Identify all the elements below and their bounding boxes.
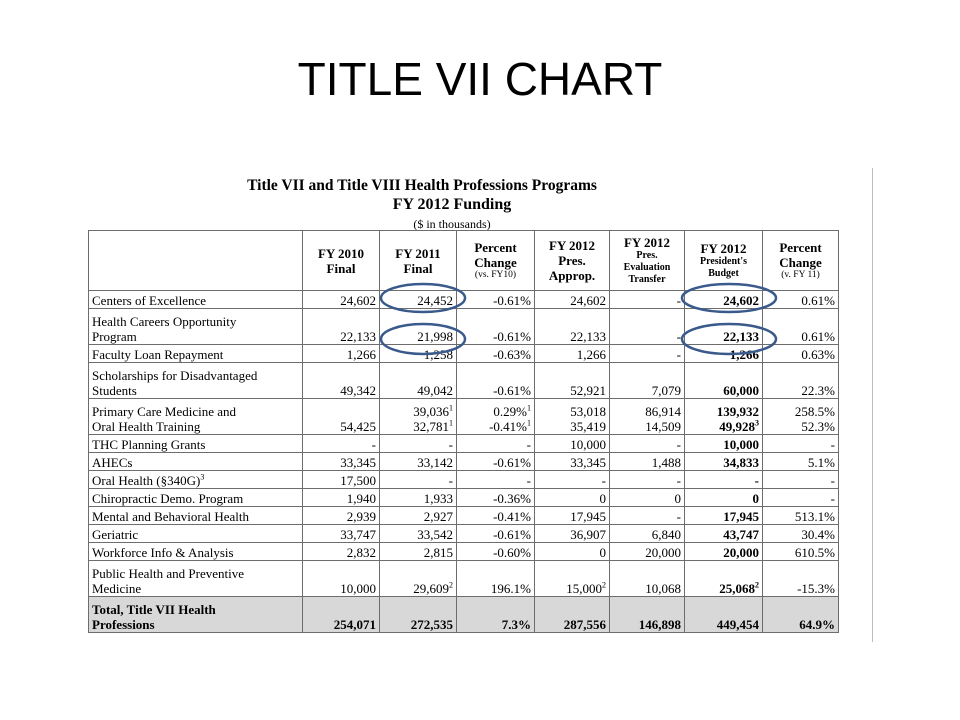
fy2010-value: 33,345 xyxy=(303,453,380,471)
table-row xyxy=(89,471,839,489)
budget-value: 20,000 xyxy=(685,543,763,561)
pct-change-value: -0.61% xyxy=(457,309,535,345)
total-pct-change2: 64.9% xyxy=(763,597,839,633)
fy2010-value: 10,000 xyxy=(303,561,380,597)
pct-change2-value: - xyxy=(763,471,839,489)
slide-title: TITLE VII CHART xyxy=(297,53,663,105)
budget-value: 10,000 xyxy=(685,435,763,453)
fy2011-value: 1,258 xyxy=(380,345,457,363)
pct-change-value: -0.60% xyxy=(457,543,535,561)
table-row xyxy=(89,453,839,471)
document-subtitle: FY 2012 Funding xyxy=(392,196,512,213)
fy2011-value: 49,042 xyxy=(380,363,457,399)
fy2010-value: 33,747 xyxy=(303,525,380,543)
approp-value: 22,133 xyxy=(535,309,610,345)
table-row xyxy=(89,561,839,597)
fy2010-value: 2,939 xyxy=(303,507,380,525)
pct-change-value: -0.61% xyxy=(457,453,535,471)
budget-value: 43,747 xyxy=(685,525,763,543)
approp-value: 0 xyxy=(535,489,610,507)
program-name: Health Careers Opportunity Program xyxy=(89,309,303,345)
approp-value: 10,000 xyxy=(535,435,610,453)
total-transfer: 146,898 xyxy=(610,597,685,633)
transfer-value: 1,488 xyxy=(610,453,685,471)
document-edge-rule xyxy=(872,168,873,642)
pct-change2-value: 258.5% 52.3% xyxy=(763,399,839,435)
program-name: Geriatric xyxy=(89,525,303,543)
fy2010-value: 1,266 xyxy=(303,345,380,363)
document-title: Title VII and Title VIII Health Professions Programs xyxy=(247,177,597,194)
table-row xyxy=(89,345,839,363)
transfer-value: 7,079 xyxy=(610,363,685,399)
table-row xyxy=(89,489,839,507)
fy2010-value: 54,425 xyxy=(303,399,380,435)
pct-change-value: - xyxy=(457,471,535,489)
transfer-value: 86,914 14,509 xyxy=(610,399,685,435)
approp-value: - xyxy=(535,471,610,489)
pct-change2-value: 22.3% xyxy=(763,363,839,399)
table-row xyxy=(89,543,839,561)
fy2011-value: - xyxy=(380,435,457,453)
table-row xyxy=(89,309,839,345)
transfer-value: 10,068 xyxy=(610,561,685,597)
fy2011-value: 29,609$^2$ xyxy=(380,561,457,597)
program-name: Chiropractic Demo. Program xyxy=(89,489,303,507)
table-row xyxy=(89,291,839,309)
header-fy2012-transfer: FY 2012 Pres. Evaluation Transfer xyxy=(610,231,685,291)
fy2011-value: 2,815 xyxy=(380,543,457,561)
approp-value: 33,345 xyxy=(535,453,610,471)
budget-value: 1,266 xyxy=(685,345,763,363)
fy2011-value: 24,452 xyxy=(380,291,457,309)
transfer-value: - xyxy=(610,345,685,363)
fy2011-value: 2,927 xyxy=(380,507,457,525)
fy2011-value: 39,036$^1$ 32,781$^1$ xyxy=(380,399,457,435)
header-fy2011: FY 2011 Final xyxy=(380,231,457,291)
budget-value: 0 xyxy=(685,489,763,507)
pct-change2-value: - xyxy=(763,435,839,453)
header-fy2010: FY 2010 Final xyxy=(303,231,380,291)
fy2010-value: 49,342 xyxy=(303,363,380,399)
table-header-row xyxy=(89,231,839,291)
header-fy2012-budget: FY 2012 President's Budget xyxy=(685,231,763,291)
transfer-value: - xyxy=(610,309,685,345)
approp-value: 24,602 xyxy=(535,291,610,309)
fy2011-value: - xyxy=(380,471,457,489)
approp-value: 15,000$^2$ xyxy=(535,561,610,597)
total-fy2011: 272,535 xyxy=(380,597,457,633)
program-name: AHECs xyxy=(89,453,303,471)
table-row xyxy=(89,399,839,435)
pct-change2-value: 0.61% xyxy=(763,309,839,345)
approp-value: 1,266 xyxy=(535,345,610,363)
program-name: Faculty Loan Repayment xyxy=(89,345,303,363)
fy2010-value: - xyxy=(303,435,380,453)
fy2010-value: 24,602 xyxy=(303,291,380,309)
program-name: Centers of Excellence xyxy=(89,291,303,309)
pct-change-value: - xyxy=(457,435,535,453)
pct-change2-value: 5.1% xyxy=(763,453,839,471)
transfer-value: - xyxy=(610,471,685,489)
budget-value: 17,945 xyxy=(685,507,763,525)
approp-value: 53,018 35,419 xyxy=(535,399,610,435)
table-row xyxy=(89,435,839,453)
header-pct-change-fy10: Percent Change (vs. FY10) xyxy=(457,231,535,291)
program-name: Mental and Behavioral Health xyxy=(89,507,303,525)
fy2011-value: 33,542 xyxy=(380,525,457,543)
table-row xyxy=(89,525,839,543)
total-approp: 287,556 xyxy=(535,597,610,633)
budget-value: 25,068$^2$ xyxy=(685,561,763,597)
total-budget: 449,454 xyxy=(685,597,763,633)
program-name: Primary Care Medicine and Oral Health Training xyxy=(89,399,303,435)
pct-change-value: -0.61% xyxy=(457,363,535,399)
table-row xyxy=(89,363,839,399)
approp-value: 17,945 xyxy=(535,507,610,525)
header-fy2012-approp: FY 2012 Pres. Approp. xyxy=(535,231,610,291)
pct-change-value: 196.1% xyxy=(457,561,535,597)
fy2010-value: 22,133 xyxy=(303,309,380,345)
table-row xyxy=(89,507,839,525)
transfer-value: 0 xyxy=(610,489,685,507)
approp-value: 36,907 xyxy=(535,525,610,543)
funding-table xyxy=(88,230,839,633)
approp-value: 0 xyxy=(535,543,610,561)
pct-change-value: -0.41% xyxy=(457,507,535,525)
pct-change2-value: 0.61% xyxy=(763,291,839,309)
header-pct-change-fy11: Percent Change (v. FY 11) xyxy=(763,231,839,291)
approp-value: 52,921 xyxy=(535,363,610,399)
transfer-value: - xyxy=(610,435,685,453)
total-label: Total, Title VII Health Professions xyxy=(89,597,303,633)
program-name: Workforce Info & Analysis xyxy=(89,543,303,561)
budget-value: - xyxy=(685,471,763,489)
budget-value: 60,000 xyxy=(685,363,763,399)
program-name: Oral Health (§340G)$^3$ xyxy=(89,471,303,489)
budget-value: 139,932 49,928$^3$ xyxy=(685,399,763,435)
budget-value: 22,133 xyxy=(685,309,763,345)
fy2011-value: 1,933 xyxy=(380,489,457,507)
pct-change-value: -0.63% xyxy=(457,345,535,363)
budget-value: 34,833 xyxy=(685,453,763,471)
transfer-value: - xyxy=(610,291,685,309)
program-name: Public Health and Preventive Medicine xyxy=(89,561,303,597)
total-pct-change: 7.3% xyxy=(457,597,535,633)
transfer-value: 20,000 xyxy=(610,543,685,561)
fy2011-value: 33,142 xyxy=(380,453,457,471)
fy2011-value: 21,998 xyxy=(380,309,457,345)
program-name: Scholarships for Disadvantaged Students xyxy=(89,363,303,399)
pct-change-value: -0.36% xyxy=(457,489,535,507)
pct-change-value: -0.61% xyxy=(457,525,535,543)
funding-document xyxy=(88,168,874,642)
fy2010-value: 1,940 xyxy=(303,489,380,507)
program-name: THC Planning Grants xyxy=(89,435,303,453)
fy2010-value: 2,832 xyxy=(303,543,380,561)
pct-change2-value: 0.63% xyxy=(763,345,839,363)
fy2010-value: 17,500 xyxy=(303,471,380,489)
pct-change-value: -0.61% xyxy=(457,291,535,309)
pct-change2-value: 610.5% xyxy=(763,543,839,561)
pct-change2-value: - xyxy=(763,489,839,507)
transfer-value: - xyxy=(610,507,685,525)
pct-change2-value: -15.3% xyxy=(763,561,839,597)
header-program xyxy=(89,231,303,291)
pct-change-value: 0.29%$^1$ -0.41%$^1$ xyxy=(457,399,535,435)
total-fy2010: 254,071 xyxy=(303,597,380,633)
total-row xyxy=(89,597,839,633)
pct-change2-value: 513.1% xyxy=(763,507,839,525)
budget-value: 24,602 xyxy=(685,291,763,309)
document-units: ($ in thousands) xyxy=(413,217,491,231)
pct-change2-value: 30.4% xyxy=(763,525,839,543)
transfer-value: 6,840 xyxy=(610,525,685,543)
